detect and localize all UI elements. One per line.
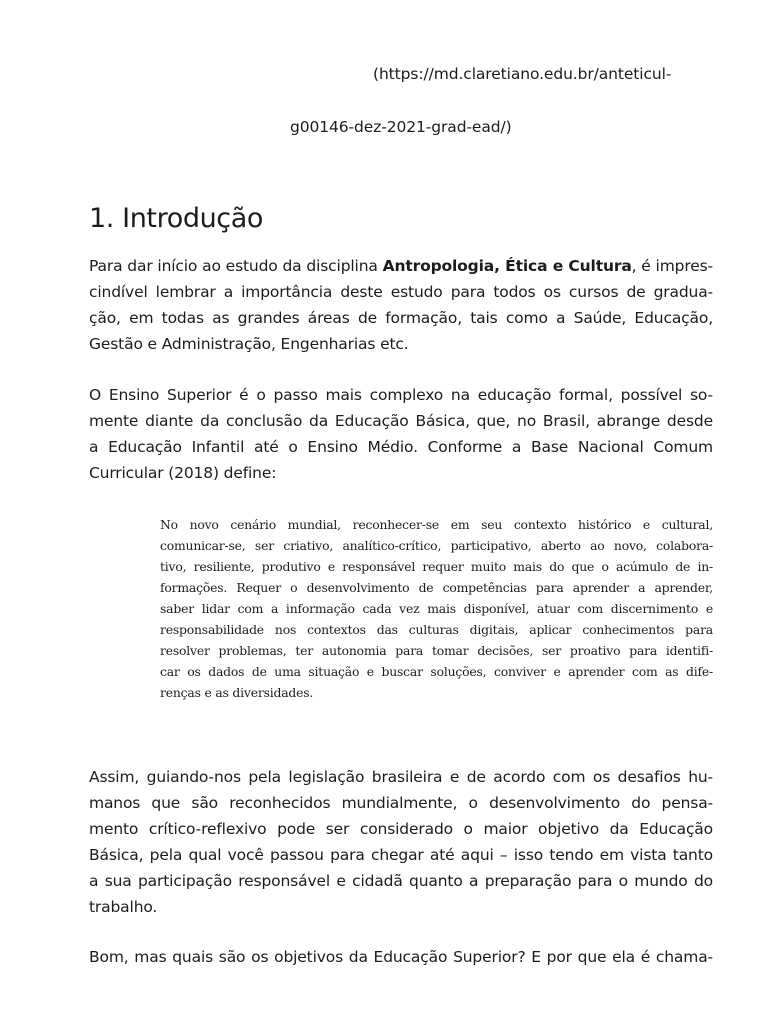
paragraph-line: a Educação Infantil até o Ensino Médio. Conforme a Base Nacional Comum <box>89 438 713 456</box>
quote-line: car os dados de uma situação e buscar soluções, conviver e aprender com as dife- <box>160 664 713 679</box>
paragraph-intro <box>89 253 713 357</box>
source-url-line-2: g00146-dez-2021-grad-ead/) <box>290 118 512 136</box>
paragraph-line: manos que são reconhecidos mundialmente, o desenvolvimento do pensa- <box>89 794 713 812</box>
paragraph-line: Gestão e Administração, Engenharias etc. <box>89 335 409 353</box>
paragraph-line: ção, em todas as grandes áreas de formação, tais como a Saúde, Educação, <box>89 309 713 327</box>
paragraph-line: trabalho. <box>89 898 158 916</box>
quote-line: renças e as diversidades. <box>160 685 314 700</box>
quote-line: No novo cenário mundial, reconhecer-se em seu contexto histórico e cultural, <box>160 517 713 532</box>
section-heading: 1. Introdução <box>89 203 263 234</box>
quote-line: resolver problemas, ter autonomia para tomar decisões, ser proativo para identifi- <box>160 643 713 658</box>
paragraph-line: Básica, pela qual você passou para chegar até aqui – isso tendo em vista tanto <box>89 846 713 864</box>
paragraph-line: Bom, mas quais são os objetivos da Educação Superior? E por que ela é chama- <box>89 948 713 966</box>
source-url-line-1: (https://md.claretiano.edu.br/anteticul- <box>373 65 672 83</box>
paragraph-line <box>89 253 713 279</box>
paragraph-line: cindível lembrar a importância deste estudo para todos os cursos de gradua- <box>89 283 713 301</box>
paragraph-bom <box>89 944 713 970</box>
quote-line: comunicar-se, ser criativo, analítico-crítico, participativo, aberto ao novo, colabora- <box>160 538 713 553</box>
text-run: Para dar início ao estudo da disciplina <box>89 257 383 275</box>
paragraph-assim <box>89 764 713 920</box>
quote-line: saber lidar com a informação cada vez mais disponível, atuar com discernimento e <box>160 601 713 616</box>
paragraph-line: Curricular (2018) define: <box>89 464 277 482</box>
quote-line: formações. Requer o desenvolvimento de competências para aprender a aprender, <box>160 580 713 595</box>
paragraph-line: Assim, guiando-nos pela legislação brasileira e de acordo com os desafios hu- <box>89 768 713 786</box>
paragraph-line: a sua participação responsável e cidadã quanto a preparação para o mundo do <box>89 872 713 890</box>
paragraph-ensino-superior <box>89 382 713 486</box>
quote-line: tivo, resiliente, produtivo e responsável requer muito mais do que o acúmulo de in- <box>160 559 713 574</box>
quote-line: responsabilidade nos contextos das culturas digitais, aplicar conhecimentos para <box>160 622 713 637</box>
paragraph-line: mente diante da conclusão da Educação Básica, que, no Brasil, abrange desde <box>89 412 713 430</box>
text-run: , é impres- <box>631 257 713 275</box>
block-quote <box>160 514 713 703</box>
paragraph-line: O Ensino Superior é o passo mais complexo na educação formal, possível so- <box>89 386 713 404</box>
paragraph-line: mento crítico-reflexivo pode ser considerado o maior objetivo da Educação <box>89 820 713 838</box>
discipline-name: Antropologia, Ética e Cultura <box>382 257 632 275</box>
